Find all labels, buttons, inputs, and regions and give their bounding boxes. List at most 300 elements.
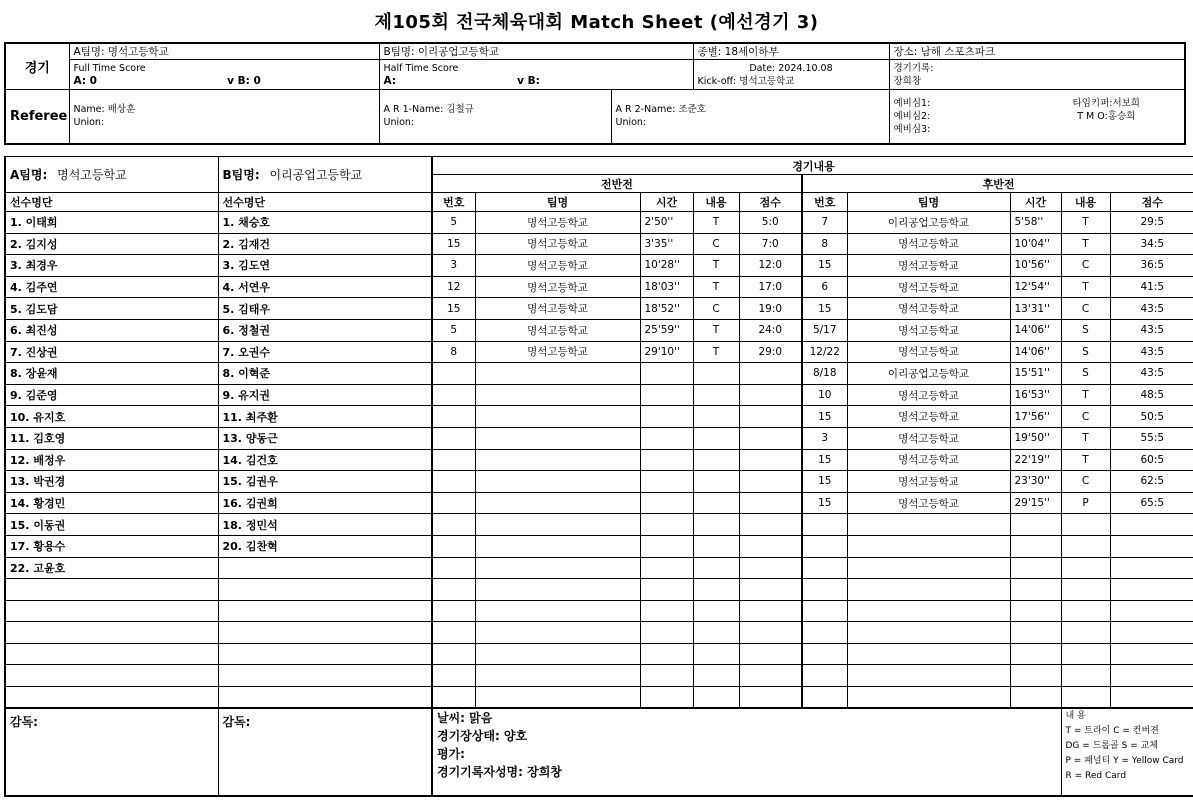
second-half-content bbox=[1061, 579, 1110, 601]
second-half-time bbox=[1010, 557, 1061, 579]
second-half-time: 12'54'' bbox=[1010, 276, 1061, 298]
first-half-time bbox=[640, 406, 693, 428]
second-half-num: 12/22 bbox=[802, 341, 847, 363]
player-a-cell: 13. 박권경 bbox=[5, 471, 218, 493]
first-half-content bbox=[693, 579, 739, 601]
first-half-time bbox=[640, 687, 693, 709]
player-a-cell: 8. 장윤재 bbox=[5, 363, 218, 385]
table-row bbox=[5, 276, 1193, 298]
second-half-score bbox=[1110, 622, 1193, 644]
first-half-team bbox=[475, 514, 640, 536]
second-half-content: C bbox=[1061, 471, 1110, 493]
second-half-time: 14'06'' bbox=[1010, 341, 1061, 363]
first-half-time bbox=[640, 622, 693, 644]
roster-header-a: 선수명단 bbox=[5, 193, 218, 212]
second-half-team: 이리공업고등학교 bbox=[847, 363, 1010, 385]
table-row bbox=[5, 600, 1193, 622]
first-half-content: T bbox=[693, 276, 739, 298]
second-half-num: 3 bbox=[802, 427, 847, 449]
date-kickoff bbox=[693, 60, 889, 90]
first-half-time bbox=[640, 363, 693, 385]
fh-col-team: 팀명 bbox=[475, 193, 640, 212]
first-half-num bbox=[432, 449, 475, 471]
first-half-num bbox=[432, 384, 475, 406]
team-b-title bbox=[218, 157, 432, 193]
page-title: 제105회 전국체육대회 Match Sheet (예선경기 3) bbox=[374, 12, 819, 33]
first-half-num bbox=[432, 406, 475, 428]
second-half-num bbox=[802, 665, 847, 687]
second-half-team: 명석고등학교 bbox=[847, 406, 1010, 428]
second-half-score bbox=[1110, 665, 1193, 687]
reserve-3: 예비심3: bbox=[893, 123, 931, 135]
second-half-content bbox=[1061, 600, 1110, 622]
timekeeper: 타임키퍼:서보희 bbox=[1072, 97, 1140, 109]
first-half-content bbox=[693, 449, 739, 471]
table-row bbox=[5, 319, 1193, 341]
second-half-time: 29'15'' bbox=[1010, 492, 1061, 514]
second-half-num: 8/18 bbox=[802, 363, 847, 385]
legend bbox=[1061, 708, 1193, 796]
half-score-a: A: bbox=[383, 74, 397, 87]
coach-a-label: 감독: bbox=[10, 715, 38, 730]
first-half-score: 12:0 bbox=[739, 255, 802, 277]
first-half-content: T bbox=[693, 319, 739, 341]
sh-col-team: 팀명 bbox=[847, 193, 1010, 212]
second-half-score bbox=[1110, 514, 1193, 536]
table-row bbox=[5, 579, 1193, 601]
second-half-content bbox=[1061, 535, 1110, 557]
second-half-num bbox=[802, 600, 847, 622]
second-half-time: 10'56'' bbox=[1010, 255, 1061, 277]
second-half-score: 50:5 bbox=[1110, 406, 1193, 428]
second-half-time: 13'31'' bbox=[1010, 298, 1061, 320]
second-half-score: 41:5 bbox=[1110, 276, 1193, 298]
second-half-num: 7 bbox=[802, 212, 847, 234]
first-half-num: 15 bbox=[432, 233, 475, 255]
first-half-team bbox=[475, 363, 640, 385]
legend-title: 내 용 bbox=[1065, 711, 1086, 722]
player-a-cell: 15. 이동권 bbox=[5, 514, 218, 536]
player-b-cell: 2. 김재건 bbox=[218, 233, 432, 255]
second-half-time bbox=[1010, 514, 1061, 536]
player-a-cell bbox=[5, 622, 218, 644]
first-half-team bbox=[475, 535, 640, 557]
first-half-num bbox=[432, 363, 475, 385]
first-half-content bbox=[693, 406, 739, 428]
second-half-score: 43:5 bbox=[1110, 319, 1193, 341]
first-half-num bbox=[432, 535, 475, 557]
first-half-team bbox=[475, 406, 640, 428]
second-half-time bbox=[1010, 579, 1061, 601]
second-half-content bbox=[1061, 557, 1110, 579]
first-half-team: 명석고등학교 bbox=[475, 212, 640, 234]
table-row bbox=[5, 427, 1193, 449]
first-half-content: C bbox=[693, 233, 739, 255]
second-half-team bbox=[847, 687, 1010, 709]
second-half-time: 19'50'' bbox=[1010, 427, 1061, 449]
first-half-time bbox=[640, 427, 693, 449]
first-half-time bbox=[640, 557, 693, 579]
second-half-header: 후반전 bbox=[802, 175, 1193, 193]
match-remarks bbox=[432, 708, 1061, 796]
player-a-cell bbox=[5, 687, 218, 709]
player-b-cell bbox=[218, 643, 432, 665]
player-b-cell: 8. 이혁준 bbox=[218, 363, 432, 385]
table-row bbox=[5, 514, 1193, 536]
player-b-cell: 1. 채승호 bbox=[218, 212, 432, 234]
first-half-team bbox=[475, 557, 640, 579]
player-a-cell: 7. 진상권 bbox=[5, 341, 218, 363]
second-half-score bbox=[1110, 687, 1193, 709]
player-b-cell: 5. 김태우 bbox=[218, 298, 432, 320]
first-half-team bbox=[475, 492, 640, 514]
player-b-cell bbox=[218, 600, 432, 622]
second-half-content: T bbox=[1061, 276, 1110, 298]
first-half-team bbox=[475, 622, 640, 644]
match-content-header: 경기내용 bbox=[432, 157, 1193, 175]
second-half-team: 명석고등학교 bbox=[847, 276, 1010, 298]
second-half-score bbox=[1110, 557, 1193, 579]
second-half-content: T bbox=[1061, 449, 1110, 471]
first-half-time bbox=[640, 535, 693, 557]
first-half-content bbox=[693, 557, 739, 579]
player-b-cell: 4. 서연우 bbox=[218, 276, 432, 298]
first-half-team bbox=[475, 384, 640, 406]
first-half-time bbox=[640, 579, 693, 601]
second-half-score: 48:5 bbox=[1110, 384, 1193, 406]
player-a-cell: 4. 김주연 bbox=[5, 276, 218, 298]
second-half-num bbox=[802, 535, 847, 557]
player-a-cell: 9. 김준영 bbox=[5, 384, 218, 406]
second-half-team: 명석고등학교 bbox=[847, 471, 1010, 493]
fh-col-score: 점수 bbox=[739, 193, 802, 212]
player-b-cell: 6. 정철권 bbox=[218, 319, 432, 341]
sh-col-time: 시간 bbox=[1010, 193, 1061, 212]
first-half-content bbox=[693, 622, 739, 644]
field-condition: 경기장상태: 양호 bbox=[437, 729, 528, 744]
first-half-time: 29'10'' bbox=[640, 341, 693, 363]
first-half-time: 3'35'' bbox=[640, 233, 693, 255]
first-half-time bbox=[640, 384, 693, 406]
second-half-num: 15 bbox=[802, 471, 847, 493]
table-row bbox=[5, 557, 1193, 579]
second-half-team bbox=[847, 600, 1010, 622]
second-half-team bbox=[847, 579, 1010, 601]
second-half-team bbox=[847, 535, 1010, 557]
table-row bbox=[5, 363, 1193, 385]
second-half-team: 명석고등학교 bbox=[847, 492, 1010, 514]
half-time-score bbox=[379, 60, 693, 90]
referee-union: Union: bbox=[73, 117, 105, 129]
second-half-score: 60:5 bbox=[1110, 449, 1193, 471]
ar2-info bbox=[611, 90, 889, 144]
second-half-time: 15'51'' bbox=[1010, 363, 1061, 385]
table-row bbox=[5, 341, 1193, 363]
match-info-table bbox=[4, 42, 1186, 145]
first-half-num: 5 bbox=[432, 319, 475, 341]
second-half-score: 62:5 bbox=[1110, 471, 1193, 493]
table-row bbox=[5, 255, 1193, 277]
team-a-title-label: A팀명: bbox=[10, 168, 48, 182]
first-half-content bbox=[693, 427, 739, 449]
first-half-num bbox=[432, 687, 475, 709]
player-a-cell: 22. 고윤호 bbox=[5, 557, 218, 579]
reserve-1: 예비심1: bbox=[893, 97, 931, 109]
first-half-content bbox=[693, 600, 739, 622]
table-row bbox=[5, 492, 1193, 514]
second-half-content: C bbox=[1061, 255, 1110, 277]
second-half-time bbox=[1010, 687, 1061, 709]
second-half-time: 17'56'' bbox=[1010, 406, 1061, 428]
first-half-score bbox=[739, 384, 802, 406]
first-half-score bbox=[739, 471, 802, 493]
second-half-time bbox=[1010, 600, 1061, 622]
second-half-team bbox=[847, 665, 1010, 687]
first-half-num: 3 bbox=[432, 255, 475, 277]
second-half-score: 43:5 bbox=[1110, 363, 1193, 385]
player-a-cell bbox=[5, 600, 218, 622]
first-half-time bbox=[640, 471, 693, 493]
second-half-time: 10'04'' bbox=[1010, 233, 1061, 255]
first-half-score bbox=[739, 579, 802, 601]
sh-col-num: 번호 bbox=[802, 193, 847, 212]
first-half-score bbox=[739, 643, 802, 665]
player-a-cell: 6. 최진성 bbox=[5, 319, 218, 341]
second-half-score: 34:5 bbox=[1110, 233, 1193, 255]
second-half-num bbox=[802, 687, 847, 709]
first-half-time bbox=[640, 514, 693, 536]
venue: 장소: 남해 스포츠파크 bbox=[889, 43, 1185, 60]
player-a-cell bbox=[5, 665, 218, 687]
second-half-num: 15 bbox=[802, 298, 847, 320]
second-half-time: 14'06'' bbox=[1010, 319, 1061, 341]
referee-name: Name: 배상훈 bbox=[73, 104, 136, 116]
first-half-score: 7:0 bbox=[739, 233, 802, 255]
first-half-content: T bbox=[693, 212, 739, 234]
recorder-signature: 경기기록자성명: 장희창 bbox=[437, 765, 562, 780]
first-half-score bbox=[739, 600, 802, 622]
half-time-label: Half Time Score bbox=[383, 62, 459, 74]
ar1-info bbox=[379, 90, 611, 144]
second-half-content: P bbox=[1061, 492, 1110, 514]
match-label: 경기 bbox=[5, 43, 69, 90]
table-row bbox=[5, 622, 1193, 644]
first-half-score: 17:0 bbox=[739, 276, 802, 298]
first-half-num: 15 bbox=[432, 298, 475, 320]
player-a-cell: 3. 최경우 bbox=[5, 255, 218, 277]
player-b-cell: 11. 최주환 bbox=[218, 406, 432, 428]
first-half-content: C bbox=[693, 298, 739, 320]
team-b-label: B팀명: bbox=[383, 46, 415, 58]
first-half-time: 10'28'' bbox=[640, 255, 693, 277]
evaluation: 평가: bbox=[437, 747, 465, 762]
first-half-team bbox=[475, 471, 640, 493]
team-a-label: A팀명: bbox=[73, 46, 105, 58]
first-half-content bbox=[693, 665, 739, 687]
second-half-team: 명석고등학교 bbox=[847, 319, 1010, 341]
player-a-cell: 14. 황경민 bbox=[5, 492, 218, 514]
second-half-content: S bbox=[1061, 319, 1110, 341]
player-a-cell bbox=[5, 643, 218, 665]
second-half-team: 명석고등학교 bbox=[847, 427, 1010, 449]
table-row bbox=[5, 471, 1193, 493]
second-half-score bbox=[1110, 600, 1193, 622]
second-half-content bbox=[1061, 687, 1110, 709]
tmo: T M O:홍승희 bbox=[1077, 110, 1136, 122]
first-half-team bbox=[475, 687, 640, 709]
second-half-team: 명석고등학교 bbox=[847, 233, 1010, 255]
player-a-cell bbox=[5, 579, 218, 601]
first-half-num bbox=[432, 492, 475, 514]
match-detail-table bbox=[4, 156, 1193, 797]
team-a-name: 명석고등학교 bbox=[107, 46, 169, 58]
recorder bbox=[889, 60, 1185, 90]
first-half-team: 명석고등학교 bbox=[475, 298, 640, 320]
player-a-cell: 17. 황용수 bbox=[5, 535, 218, 557]
first-half-num bbox=[432, 600, 475, 622]
second-half-team bbox=[847, 557, 1010, 579]
first-half-score bbox=[739, 492, 802, 514]
team-a-header bbox=[69, 43, 379, 60]
second-half-score bbox=[1110, 535, 1193, 557]
weather: 날씨: 맑음 bbox=[437, 711, 493, 726]
roster-header-b: 선수명단 bbox=[218, 193, 432, 212]
first-half-time bbox=[640, 665, 693, 687]
first-half-team bbox=[475, 449, 640, 471]
first-half-score bbox=[739, 535, 802, 557]
second-half-score bbox=[1110, 643, 1193, 665]
player-b-cell: 18. 정민석 bbox=[218, 514, 432, 536]
first-half-num: 5 bbox=[432, 212, 475, 234]
second-half-content: T bbox=[1061, 384, 1110, 406]
second-half-team bbox=[847, 643, 1010, 665]
player-b-cell: 13. 양동근 bbox=[218, 427, 432, 449]
second-half-num: 15 bbox=[802, 255, 847, 277]
second-half-num bbox=[802, 643, 847, 665]
first-half-time: 18'52'' bbox=[640, 298, 693, 320]
first-half-num bbox=[432, 622, 475, 644]
first-half-score bbox=[739, 406, 802, 428]
table-row bbox=[5, 665, 1193, 687]
first-half-score: 29:0 bbox=[739, 341, 802, 363]
first-half-time bbox=[640, 492, 693, 514]
team-a-title-name: 명석고등학교 bbox=[57, 168, 127, 182]
ar1-union: Union: bbox=[383, 117, 415, 129]
second-half-team bbox=[847, 514, 1010, 536]
second-half-num bbox=[802, 557, 847, 579]
first-half-content bbox=[693, 384, 739, 406]
ar1-name: A R 1-Name: 김철규 bbox=[383, 104, 474, 116]
first-half-content: T bbox=[693, 341, 739, 363]
first-half-score: 19:0 bbox=[739, 298, 802, 320]
team-a-title bbox=[5, 157, 218, 193]
sh-col-score: 점수 bbox=[1110, 193, 1193, 212]
player-b-cell: 15. 김권우 bbox=[218, 471, 432, 493]
second-half-num: 15 bbox=[802, 406, 847, 428]
second-half-content: S bbox=[1061, 363, 1110, 385]
full-score-b: v B: 0 bbox=[227, 74, 261, 87]
first-half-time bbox=[640, 600, 693, 622]
table-row bbox=[5, 535, 1193, 557]
first-half-time bbox=[640, 449, 693, 471]
first-half-content bbox=[693, 687, 739, 709]
second-half-num: 6 bbox=[802, 276, 847, 298]
first-half-team: 명석고등학교 bbox=[475, 276, 640, 298]
first-half-score bbox=[739, 449, 802, 471]
table-row bbox=[5, 384, 1193, 406]
player-b-cell bbox=[218, 687, 432, 709]
second-half-time bbox=[1010, 535, 1061, 557]
table-row bbox=[5, 298, 1193, 320]
second-half-content: C bbox=[1061, 298, 1110, 320]
second-half-num bbox=[802, 514, 847, 536]
first-half-score bbox=[739, 427, 802, 449]
table-row bbox=[5, 643, 1193, 665]
coach-b bbox=[218, 708, 432, 796]
coach-b-label: 감독: bbox=[222, 715, 251, 730]
first-half-team: 명석고등학교 bbox=[475, 233, 640, 255]
second-half-time: 16'53'' bbox=[1010, 384, 1061, 406]
legend-line-3: P = 패널티 Y = Yellow Card bbox=[1065, 756, 1184, 767]
first-half-time bbox=[640, 643, 693, 665]
first-half-num bbox=[432, 514, 475, 536]
table-row bbox=[5, 687, 1193, 709]
second-half-score: 36:5 bbox=[1110, 255, 1193, 277]
second-half-score: 43:5 bbox=[1110, 298, 1193, 320]
first-half-num bbox=[432, 643, 475, 665]
first-half-score bbox=[739, 514, 802, 536]
second-half-score bbox=[1110, 579, 1193, 601]
second-half-time bbox=[1010, 665, 1061, 687]
second-half-content bbox=[1061, 514, 1110, 536]
first-half-num bbox=[432, 665, 475, 687]
first-half-score bbox=[739, 557, 802, 579]
match-date: Date: 2024.10.08 bbox=[749, 62, 833, 74]
second-half-num: 10 bbox=[802, 384, 847, 406]
team-b-title-name: 이리공업고등학교 bbox=[269, 168, 363, 182]
first-half-time: 25'59'' bbox=[640, 319, 693, 341]
player-a-cell: 2. 김지성 bbox=[5, 233, 218, 255]
team-b-title-label: B팀명: bbox=[222, 168, 260, 182]
team-b-name: 이리공업고등학교 bbox=[417, 46, 500, 58]
half-score-b: v B: bbox=[517, 74, 540, 87]
second-half-content bbox=[1061, 665, 1110, 687]
full-time-score bbox=[69, 60, 379, 90]
second-half-time: 23'30'' bbox=[1010, 471, 1061, 493]
first-half-num bbox=[432, 579, 475, 601]
second-half-team: 명석고등학교 bbox=[847, 384, 1010, 406]
first-half-num bbox=[432, 557, 475, 579]
referee-info bbox=[69, 90, 379, 144]
second-half-score: 29:5 bbox=[1110, 212, 1193, 234]
player-b-cell bbox=[218, 579, 432, 601]
first-half-num bbox=[432, 427, 475, 449]
first-half-content: T bbox=[693, 255, 739, 277]
first-half-num: 12 bbox=[432, 276, 475, 298]
table-row bbox=[5, 449, 1193, 471]
second-half-num: 8 bbox=[802, 233, 847, 255]
fh-col-num: 번호 bbox=[432, 193, 475, 212]
first-half-team bbox=[475, 665, 640, 687]
second-half-content: T bbox=[1061, 427, 1110, 449]
second-half-num: 15 bbox=[802, 449, 847, 471]
first-half-content bbox=[693, 535, 739, 557]
player-b-cell: 9. 유지권 bbox=[218, 384, 432, 406]
fh-col-content: 내용 bbox=[693, 193, 739, 212]
first-half-score bbox=[739, 665, 802, 687]
coach-a bbox=[5, 708, 218, 796]
player-b-cell: 3. 김도연 bbox=[218, 255, 432, 277]
